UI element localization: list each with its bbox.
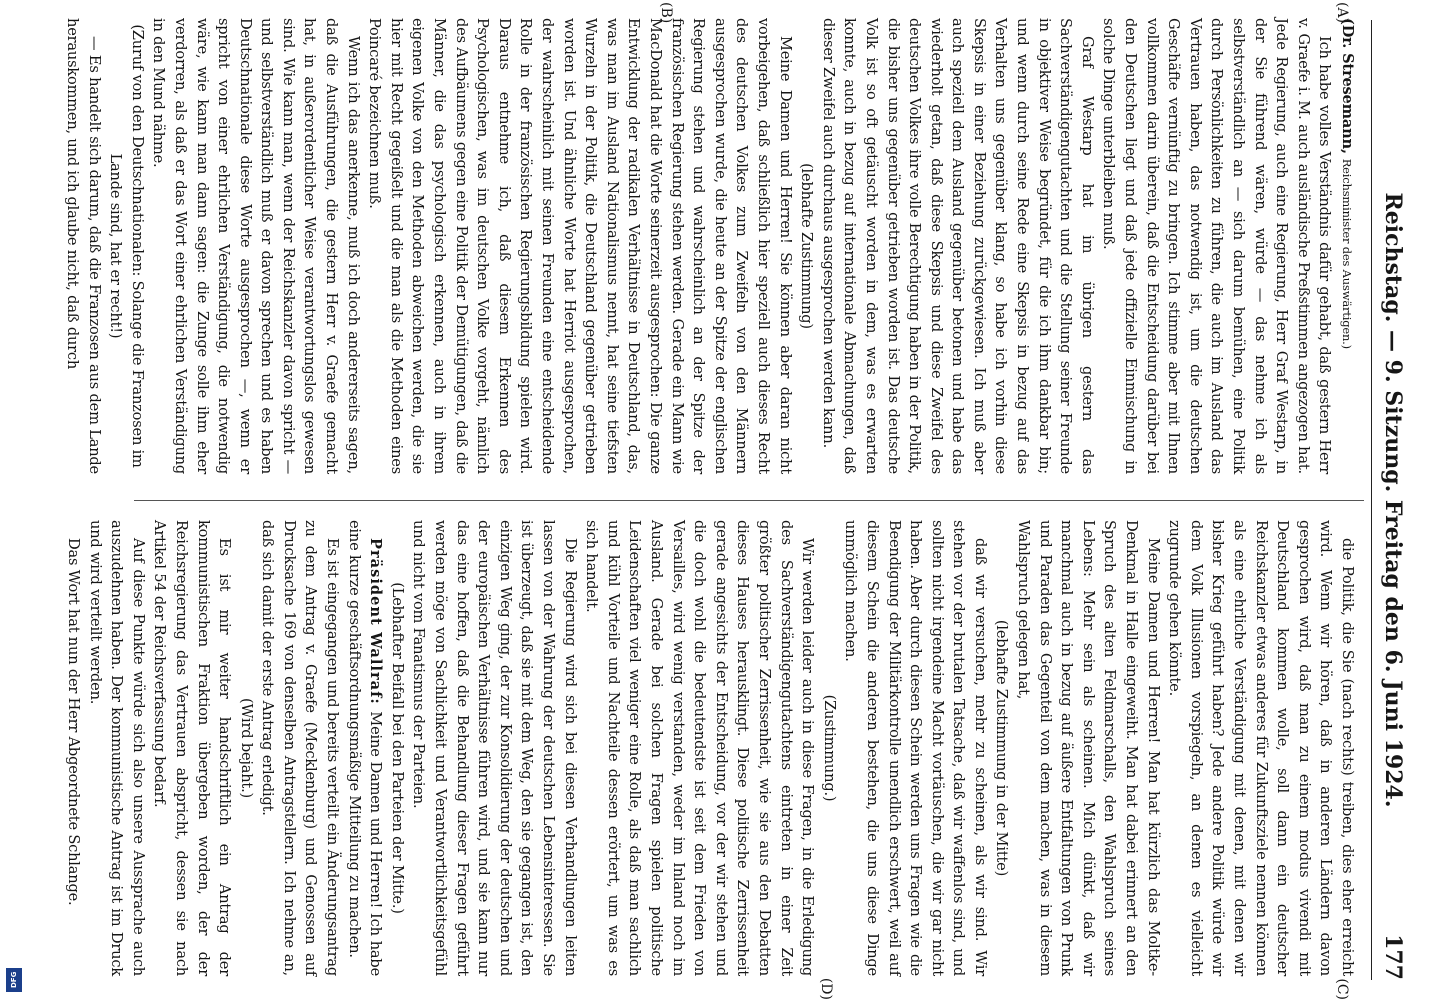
right-column	[64, 520, 1358, 977]
running-title: Reichstag. — 9. Sitzung. Freitag den 6. Juni 1924.	[1380, 192, 1406, 808]
speaker-name: (Dr. Stresemann,	[1339, 18, 1356, 159]
header-rule	[1371, 20, 1372, 980]
paragraph: Ich habe volles Verständnis dafür gehabt, daß gestern Herr v. Graefe i. M. auch ausländische Preßstimmen angezogen hat. Jede Regierung, auch eine Regierung, Herr Graf Westarp, in der Sie führend wären, würde — das nehme ich als selbstverständlich an — sich darum bemühen, eine Politik durch Persönlichkeiten zu führen, die auch im Ausland das Vertrauen haben, das notwendig ist, um die deutschen Geschäfte vernünftig zu bringen. Ich stimme aber mit Ihnen vollkommen darin überein, daß die Entscheidung darüber bei den Deutschen liegt und daß jede offizielle Einmischung in solche Dinge unterbleiben muß.	[1100, 18, 1334, 474]
speaker-name: Präsident Wallraf:	[367, 538, 385, 712]
interjection: (lebhafte Zustimmung in der Mitte)	[993, 619, 1011, 877]
paragraph: die Politik, die Sie (nach rechts) treiben, dies eher erreicht wird. Wenn wir hören, daß in anderen Ländern davon gesprochen wird, daß man zu einem modus vivendi mit Deutschland kommen wolle, soll dann ein deutscher Reichskanzler etwas anderes für Zukunftsziele nennen können als eine ehrliche Verständigung mit denen, mit denen wir bisher Krieg geführt haben? Jede andere Politik würde wir dem Volk Illusionen vorspiegeln, an denen es vielleicht zugrunde gehen könnte.	[1166, 520, 1356, 976]
paragraph: Die Regierung wird sich bei diesen Verhandlungen leiten lassen von der Wahrung der deutschen Lebensinteressen. Sie ist überzeugt, daß sie mit dem Weg, den sie gegangen ist, den einzigen Weg ging, der zur Konsolidierung der deutschen und der europäischen Verhältnisse führen wird, und sie kann nur das eine hoffen, daß die Behandlung dieser Fragen geführt werden möge von Sachlichkeit und Verantwortlichkeitsgefühl und nicht vom Fanatismus der Parteien.	[410, 520, 579, 976]
interjection: (lebhafte Zustimmung)	[798, 163, 816, 329]
interjection: (Zuruf von den Deutschnationalen: Solange die Franzosen im Lande sind, hat er recht!)	[107, 24, 146, 468]
margin-marker-b: (B)	[658, 2, 674, 24]
left-column	[63, 18, 1358, 474]
interjection: (Lebhafter Beifall bei den Parteien der Mitte.)	[388, 582, 406, 914]
dfg-logo: DFG	[6, 968, 22, 992]
paragraph-text: Meine Damen und Herren! Ich habe eine kurze geschäftsordnungsmäßige Mitteilung zu machen.	[345, 520, 385, 977]
paragraph: — Es handelt sich darum, daß die Franzosen aus dem Lande herauskommen, und ich glaube nicht, daß durch	[63, 18, 103, 474]
column-divider	[134, 500, 1364, 501]
speaker-role: Reichsminister des Auswärtigen.)	[1340, 158, 1354, 349]
paragraph: Wir werden leider auch in diese Fragen, in die Erledigung des Sachverständigengutachtens eintreten in einer Zeit größter politischer Zerrissenheit, wie sie aus den Debatten dieses Hauses herausklingt. Diese politische Zerrissenheit gerade angesichts der Entscheidung, vor der wir stehen und die doch wohl die bedeutendste ist seit dem Frieden von Versailles, wird wenig verstanden, weder im Inland noch im Ausland. Gerade bei solchen Fragen spielen politische Leidenschaften viel weniger eine Rolle, als daß man sachlich und kühl Vorteile und Nachteile dessen erörtert, um was es sich handelt.	[583, 520, 817, 976]
speaker-line	[1335, 18, 1358, 474]
paragraph: Meine Damen und Herren! Man hat kürzlich das Moltke-Denkmal in Halle eingeweiht. Man hat dabei erinnert an den Spruch des alten Feldmarschalls, den Wahlspruch seines Lebens: Mehr sein als scheinen. Mich dünkt, daß wir manchmal auch in bezug auf äußere Entfaltungen von Prunk und Paraden das Gegenteil von dem machen, was in diesem Wahlspruch gelegen hat,	[1015, 520, 1162, 976]
paragraph: daß wir versuchen, mehr zu scheinen, als wir sind. Wir stehen vor der brutalen Tatsache, daß wir waffenlos sind, und sollten nicht irgendeine Macht vortäuschen, die wir gar nicht haben. Aber durch diesen Schein werden uns Fragen wie die Beendigung der Militärkontrolle unendlich erschwert, weil auf diesem Schein die anderen bestehen, die uns diese Dinge unmöglich machen.	[842, 520, 989, 976]
paragraph: Auf diese Punkte würde sich also unsere Aussprache auch auszudehnen haben. Der kommunistische Antrag ist im Druck und wird verteilt werden.	[86, 520, 147, 976]
paragraph: Es ist mir weiter handschriftlich ein Antrag der kommunistischen Fraktion übergeben worden, der der Reichsregierung das Vertrauen abspricht, dessen sie nach Artikel 54 der Reichsverfassung bedarf.	[151, 520, 234, 976]
paragraph: Wenn ich das anerkenne, muß ich doch andererseits sagen, daß die Ausführungen, die gestern Herr v. Graefe gemacht hat, in außerordentlicher Weise verantwortungslos gewesen sind. Wie kann man, wenn der Reichskanzler davon spricht — und selbstverständlich muß er davon sprechen und es haben Deutschnationale diese Worte ausgesprochen —, wenn er spricht von einer ehrlichen Verständigung, die notwendig wäre, wie kann man dann sagen: die Zunge solle ihm eher verdorren, als daß er das Wort einer ehrlichen Verständigung in den Mund nähme.	[150, 18, 362, 474]
paragraph	[343, 520, 386, 976]
page-number: 177	[1380, 934, 1406, 980]
page-header	[1374, 20, 1414, 980]
margin-marker-c: (C)	[1334, 978, 1350, 1000]
credit-text	[0, 0, 2, 960]
paragraph: Es ist eingegangen und bereits verteilt ein Änderungsantrag zu dem Antrag v. Graefe (Mecklenburg) und Genossen auf Drucksache 169 von denselben Antragstellern. Ich nehme an, daß sich damit der erste Antrag erledigt.	[259, 520, 342, 976]
digitization-credit	[0, 0, 28, 1000]
paragraph: Das Wort hat nun der Herr Abgeordnete Schlange.	[64, 538, 82, 906]
paragraph: Meine Damen und Herren! Sie können aber daran nicht vorbeigehen, daß schließlich hier speziell auch dieses Recht des deutschen Volkes zum Zweifeln von den Männern ausgesprochen wurde, die heute an der Spitze der englischen Regierung stehen und wahrscheinlich an der Spitze der französischen Regierung stehen werden. Gerade ein Mann wie MacDonald hat die Worte seinerzeit ausgesprochen: Die ganze Entwicklung der radikalen Verhältnisse in Deutschland, das, was man im Ausland Nationalismus nennt, hat seine tiefsten Wurzeln in der Politik, die Deutschland gegenüber getrieben worden ist. Und ähnliche Worte hat Herriot ausgesprochen, der wahrscheinlich mit seinen Freunden eine entscheidende Rolle in der französischen Regierungsbildung spielen wird. Daraus entnehme ich, daß diesem Erkennen des Psychologischen, was im deutschen Volke vorgeht, nämlich des Aufbäumens gegen eine Politik der Demütigungen, daß die Männer, die das psychologisch erkennen, auch in ihrem eigenen Volke von den Methoden abweichen werden, die sie hier mit Recht gegeißelt und die man als die Methoden eines Poincaré bezeichnen muß.	[366, 18, 794, 474]
margin-marker-d: (D)	[818, 977, 834, 1000]
interjection: (Zustimmung.)	[820, 694, 838, 802]
margin-marker-a: (A)	[1334, 2, 1350, 24]
paragraph: Graf Westarp hat im übrigen gestern das Sachverständigengutachten und die Stellung seiner Freunde in objektiver Weise begründet, für die ich ihm dankbar bin; und wenn durch seine Rede eine Skepsis in bezug auf das Verhalten uns gegenüber klang, so habe ich vorhin diese Skepsis in einer Beziehung zurückgewiesen. Ich muß aber auch speziell dem Ausland gegenüber betonen und habe das wiederholt getan, daß diese Skepsis und diese Zweifel des deutschen Volkes ihre volle Berechtigung haben in der Politik, die bisher uns gegenüber getrieben worden ist. Das deutsche Volk ist so oft getäuscht worden in dem, was es erwarten konnte, auch in bezug auf internationale Abmachungen, daß dieser Zweifel auch durchaus ausgesprochen werden kann.	[819, 18, 1096, 474]
interjection: (Wird bejaht.)	[237, 697, 255, 799]
